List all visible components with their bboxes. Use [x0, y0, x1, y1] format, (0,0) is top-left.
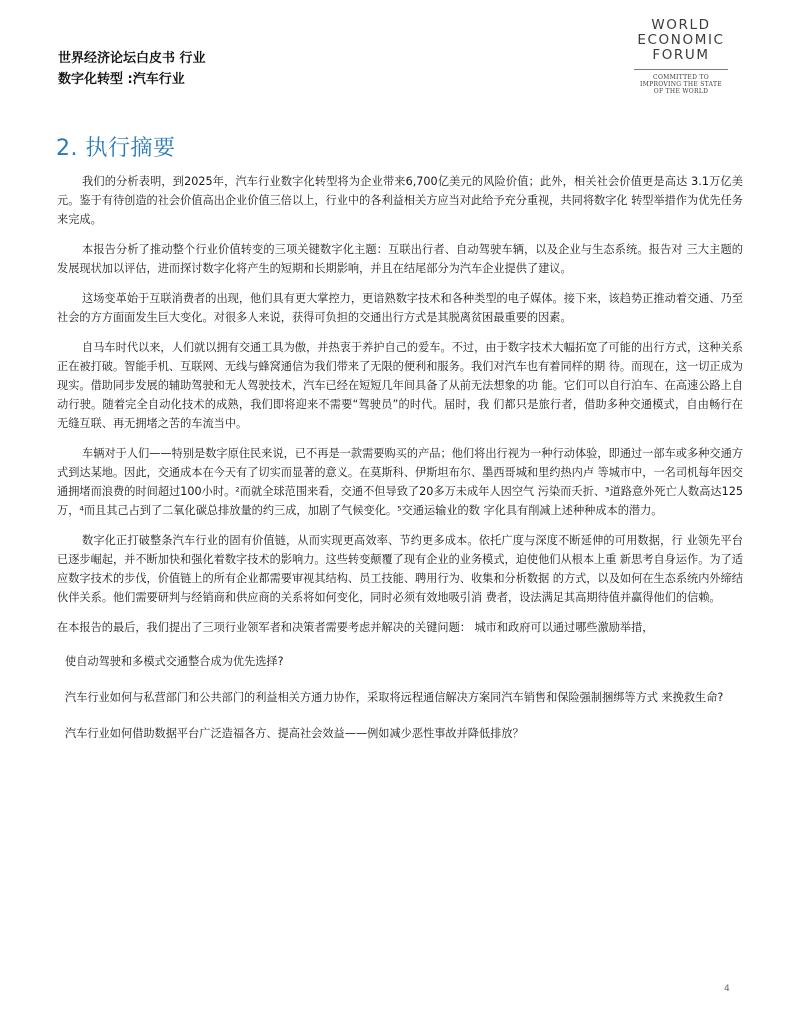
- logo-tagline-1: COMMITTED TO: [653, 74, 709, 81]
- key-question: 使自动驾驶和多模式交通整合成为优先选择?: [65, 655, 284, 668]
- logo-word-economic: ECONOMIC: [637, 32, 725, 48]
- paragraph: 车辆对于人们——特别是数字原住民来说，已不再是一款需要购买的产品；他们将出行视为一种行动体验，即通过一部车或多种交通方式到达某地。因此，交通成本在今天有了切实而显著的意义。在莫斯科、伊斯坦布尔、墨西哥城和里约热内卢 等城市中，一名司机每年因交通拥堵而浪费的时间超过100小时。²而就全球范围来看，交通不但导致了20多万未成年人因空气 污染而夭折、³道路意外死亡人数高达125万，⁴而且其己占到了二氧化碳总排放量的约三成，加剧了气候变化。⁵交通运输业的数 字化具有削减上述种种成本的潜力。: [57, 447, 743, 517]
- logo-word-world: WORLD: [651, 17, 711, 33]
- document-body: [57, 172, 743, 760]
- logo-tagline-2: IMPROVING THE STATE: [640, 81, 722, 88]
- logo-divider: [634, 69, 728, 70]
- questions-lead-in: 在本报告的最后，我们提出了三项行业领军者和决策者需要考虑并解决的关键问题： 城市和政府可以通过哪些激励举措，: [57, 621, 654, 634]
- key-question: 汽车行业如何与私营部门和公共部门的利益相关方通力协作，采取将远程通信解决方案同汽车销售和保险强制捆绑等方式 来挽救生命?: [65, 691, 724, 704]
- document-header: [58, 48, 206, 90]
- logo-word-forum: FORUM: [652, 47, 710, 63]
- wef-logo: [626, 18, 736, 95]
- logo-tagline-3: OF THE WORLD: [653, 88, 709, 95]
- section-title: 2. 执行摘要: [56, 136, 176, 161]
- paragraph: 自马车时代以来，人们就以拥有交通工具为傲，并热衷于养护自己的爱车。不过，由于数字技术大幅拓宽了可能的出行方式，这种关系正在被打破。智能手机、互联网、无线与蜂窝通信为我们带来了无限的便利和服务。我们对汽车也有着同样的期 待。而现在，这一切正成为现实。借助同步发展的辅助驾驶和无人驾驶技术，汽车已经在短短几年间具备了从前无法想象的功 能。它们可以自行泊车、在高速公路上自动行驶。随着完全自动化技术的成熟，我们即将迎来不需要“驾驶员”的时代。届时，我 们都只是旅行者，借助多种交通模式，自由畅行在无缝互联、再无拥堵之苦的车流当中。: [57, 341, 743, 430]
- paragraph: 我们的分析表明，到2025年，汽车行业数字化转型将为企业带来6,700亿美元的风险价值；此外，相关社会价值更是高达 3.1万亿美元。鉴于有待创造的社会价值高出企业价值三倍以上，行业中的各利益相关方应当对此给予充分重视，共同将数字化 转型举措作为优先任务来完成。: [57, 175, 743, 226]
- header-series-title: 世界经济论坛白皮书 行业: [58, 51, 206, 66]
- key-question: 汽车行业如何借助数据平台广泛造福各方、提高社会效益——例如减少恶性事故并降低排放？: [65, 727, 524, 740]
- paragraph: 本报告分析了推动整个行业价值转变的三项关键数字化主题：互联出行者、自动驾驶车辆，以及企业与生态系统。报告对 三大主题的发展现状加以评估，进而探讨数字化将产生的短期和长期影响，并且在结尾部分为汽车企业提供了建议。: [57, 243, 743, 275]
- page-number: 4: [724, 984, 730, 994]
- paragraph: 数字化正打破整条汽车行业的固有价值链，从而实现更高效率、节约更多成本。依托广度与深度不断延伸的可用数据，行 业领先平台已逐步崛起，并不断加快和强化着数字技术的影响力。这些转变颠覆了现有企业的业务模式，迫使他们从根本上重 新思考自身运作。为了适应数字技术的步伐，价值链上的所有企业都需要审视其结构、员工技能、聘用行为、收集和分析数据 的方式，以及如何在生态系统内外缔结伙伴关系。他们需要研判与经销商和供应商的关系将如何变化，同时必须有效地吸引消 费者，设法满足其高期待值并赢得他们的信赖。: [57, 534, 743, 604]
- paragraph: 这场变革始于互联消费者的出现，他们具有更大掌控力，更谙熟数字技术和各种类型的电子媒体。接下来，该趋势正推动着交通、乃至社会的方方面面发生巨大变化。对很多人来说，获得可负担的交通出行方式是其脱离贫困最重要的因素。: [57, 292, 743, 324]
- header-report-title: 数字化转型 :汽车行业: [58, 72, 185, 87]
